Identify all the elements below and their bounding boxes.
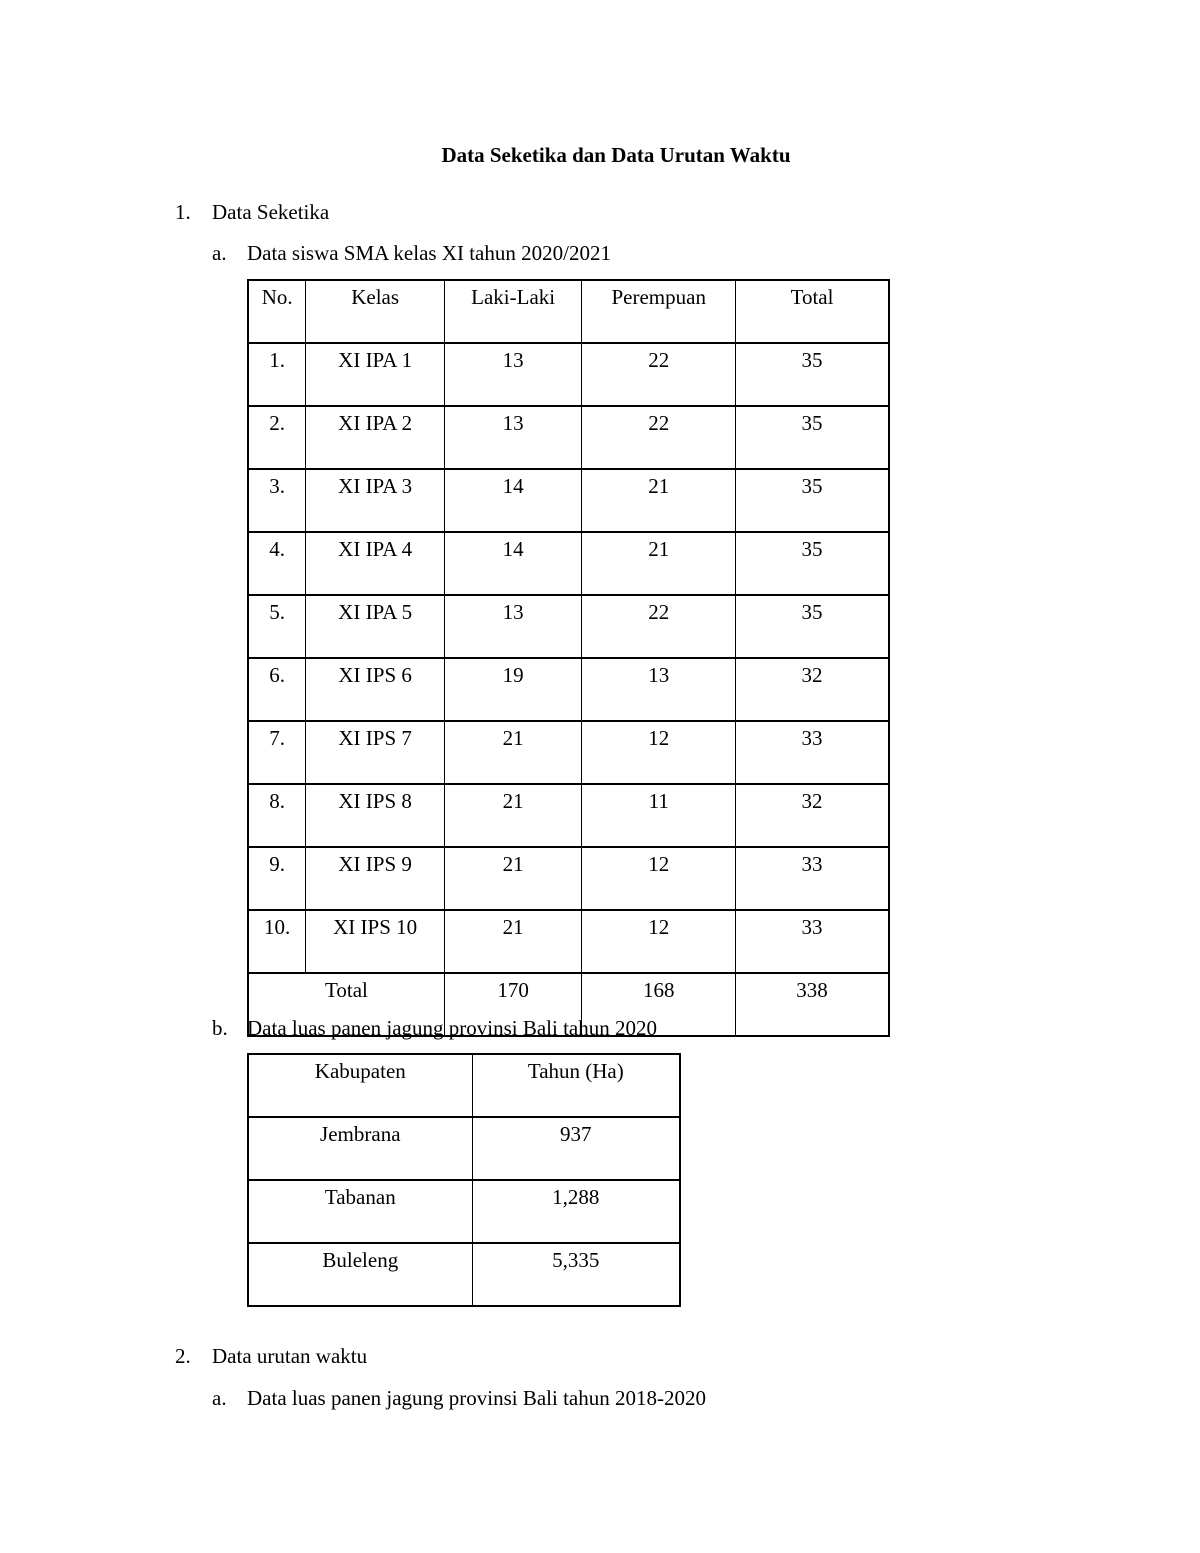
table-cell: 33 xyxy=(736,847,889,910)
table-cell: XI IPS 6 xyxy=(306,658,445,721)
table-cell: XI IPS 9 xyxy=(306,847,445,910)
table-cell: 12 xyxy=(582,910,736,973)
table-cell: 33 xyxy=(736,910,889,973)
section-1a-letter: a. xyxy=(212,241,227,265)
table-cell: 21 xyxy=(444,910,582,973)
table-cell: XI IPS 7 xyxy=(306,721,445,784)
table-cell: 14 xyxy=(444,532,582,595)
table-cell: 9. xyxy=(248,847,306,910)
table-row xyxy=(248,1117,680,1180)
table-cell: Buleleng xyxy=(248,1243,472,1306)
table-cell: 21 xyxy=(444,847,582,910)
table-cell: XI IPA 4 xyxy=(306,532,445,595)
table-cell: XI IPS 10 xyxy=(306,910,445,973)
table-cell: XI IPA 1 xyxy=(306,343,445,406)
table-cell: 4. xyxy=(248,532,306,595)
column-header: No. xyxy=(248,280,306,343)
total-cell: 168 xyxy=(582,973,736,1036)
table-cell: 1,288 xyxy=(472,1180,680,1243)
table-row xyxy=(248,847,889,910)
table-cell: 12 xyxy=(582,847,736,910)
table-cell: 35 xyxy=(736,406,889,469)
table-cell: 35 xyxy=(736,469,889,532)
table-row xyxy=(248,658,889,721)
table-row xyxy=(248,721,889,784)
students-table xyxy=(247,279,890,1037)
table-cell: 21 xyxy=(582,469,736,532)
table-cell: 8. xyxy=(248,784,306,847)
table-cell: 7. xyxy=(248,721,306,784)
table-cell: XI IPA 5 xyxy=(306,595,445,658)
table-cell: 11 xyxy=(582,784,736,847)
table-cell: 3. xyxy=(248,469,306,532)
table-cell: 13 xyxy=(582,658,736,721)
column-header: Laki-Laki xyxy=(444,280,582,343)
total-cell: Total xyxy=(248,973,444,1036)
table-cell: 13 xyxy=(444,406,582,469)
column-header: Tahun (Ha) xyxy=(472,1054,680,1117)
table-cell: 937 xyxy=(472,1117,680,1180)
total-cell: 338 xyxy=(736,973,889,1036)
table-row xyxy=(248,406,889,469)
table-cell: 32 xyxy=(736,658,889,721)
section-2a-label: Data luas panen jagung provinsi Bali tahun 2018-2020 xyxy=(247,1386,706,1410)
table-row xyxy=(248,595,889,658)
column-header: Kabupaten xyxy=(248,1054,472,1117)
table-cell: XI IPS 8 xyxy=(306,784,445,847)
table-row xyxy=(248,532,889,595)
table-cell: 21 xyxy=(444,784,582,847)
table-header-row xyxy=(248,1054,680,1117)
table-cell: XI IPA 3 xyxy=(306,469,445,532)
table-cell: 21 xyxy=(444,721,582,784)
table-cell: 5. xyxy=(248,595,306,658)
column-header: Perempuan xyxy=(582,280,736,343)
document-title: Data Seketika dan Data Urutan Waktu xyxy=(441,143,791,167)
table-row xyxy=(248,1243,680,1306)
table-row xyxy=(248,343,889,406)
table-cell: 22 xyxy=(582,343,736,406)
table-row xyxy=(248,784,889,847)
table-cell: 32 xyxy=(736,784,889,847)
table-cell: 19 xyxy=(444,658,582,721)
table-cell: 1. xyxy=(248,343,306,406)
table-cell: 12 xyxy=(582,721,736,784)
section-1b-letter: b. xyxy=(212,1016,228,1040)
table-cell: 5,335 xyxy=(472,1243,680,1306)
table-cell: 35 xyxy=(736,343,889,406)
table-header-row xyxy=(248,280,889,343)
section-1-label: Data Seketika xyxy=(212,200,330,224)
table-cell: 6. xyxy=(248,658,306,721)
table-cell: XI IPA 2 xyxy=(306,406,445,469)
section-2-number: 2. xyxy=(175,1344,191,1368)
table-row xyxy=(248,1180,680,1243)
table-cell: 13 xyxy=(444,343,582,406)
table-cell: 35 xyxy=(736,532,889,595)
table-cell: 33 xyxy=(736,721,889,784)
section-2a-letter: a. xyxy=(212,1386,227,1410)
total-cell: 170 xyxy=(444,973,582,1036)
table-cell: 2. xyxy=(248,406,306,469)
table-row xyxy=(248,469,889,532)
table-cell: 10. xyxy=(248,910,306,973)
table-cell: 35 xyxy=(736,595,889,658)
table-cell: Jembrana xyxy=(248,1117,472,1180)
table-row xyxy=(248,910,889,973)
column-header: Kelas xyxy=(306,280,445,343)
table-cell: 13 xyxy=(444,595,582,658)
section-1b-label: Data luas panen jagung provinsi Bali tahun 2020 xyxy=(247,1016,658,1040)
table-cell: 14 xyxy=(444,469,582,532)
section-2-label: Data urutan waktu xyxy=(212,1344,368,1368)
table-cell: 22 xyxy=(582,406,736,469)
table-cell: Tabanan xyxy=(248,1180,472,1243)
table-cell: 22 xyxy=(582,595,736,658)
table-cell: 21 xyxy=(582,532,736,595)
corn-harvest-table xyxy=(247,1053,681,1307)
column-header: Total xyxy=(736,280,889,343)
section-1-number: 1. xyxy=(175,200,191,224)
section-1a-label: Data siswa SMA kelas XI tahun 2020/2021 xyxy=(247,241,611,265)
